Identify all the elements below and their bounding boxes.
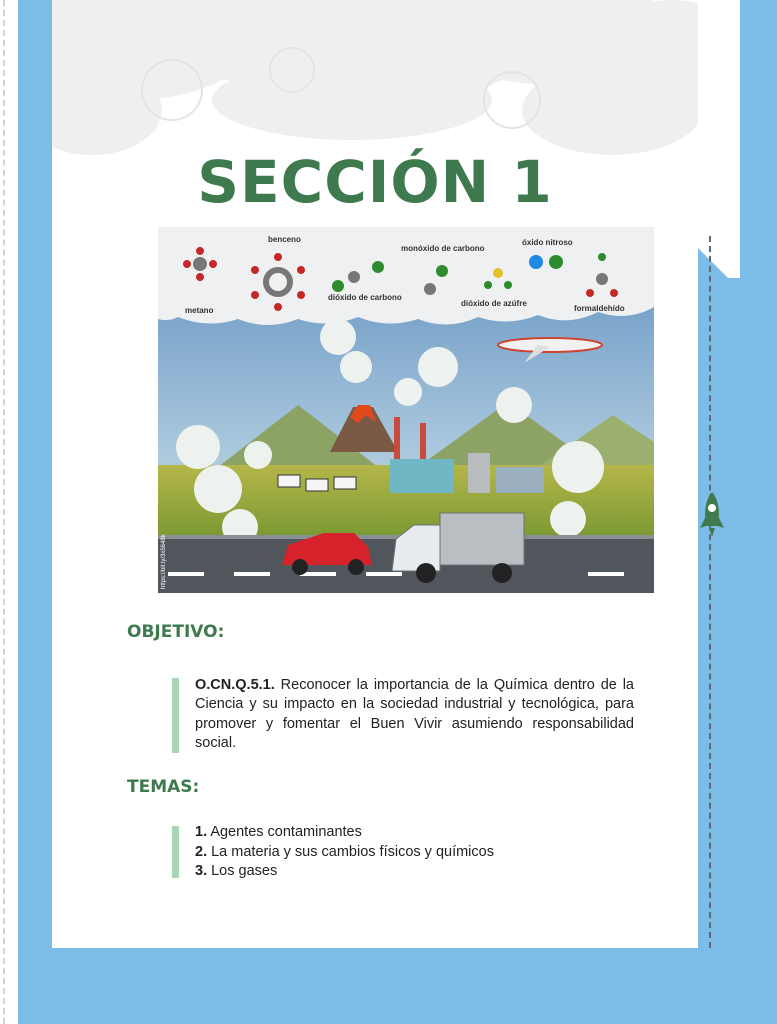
section-title: SECCIÓN 1 (197, 148, 553, 216)
label-metano: metano (185, 306, 214, 315)
label-oxido-nitroso: óxido nitroso (522, 238, 573, 247)
objective-body: Reconocer la importancia de la Química dentro de la Ciencia y su impacto en la sociedad industrial y tecnológica, para promover y fomentar el Buen Vivir asumiendo responsabilidad social. (195, 677, 634, 752)
objective-accent-bar (172, 678, 179, 753)
image-credit: https://bit.ly/3x5648k (161, 534, 167, 589)
label-formaldehido: formaldehído (574, 304, 625, 313)
objective-heading: OBJETIVO: (127, 622, 225, 642)
topic-number: 1. (195, 824, 208, 840)
label-dioxido-carbono: dióxido de carbono (328, 293, 402, 302)
list-item (195, 843, 494, 863)
pollution-illustration (158, 227, 654, 593)
objective-text (195, 676, 634, 754)
topics-heading: TEMAS: (127, 777, 200, 797)
topic-label: Agentes contaminantes (207, 824, 362, 840)
rocket-icon (697, 490, 727, 540)
list-item (195, 823, 494, 843)
objective-code: O.CN.Q.5.1. (195, 677, 275, 693)
topics-accent-bar (172, 826, 179, 878)
label-dioxido-azufre: dióxido de azúfre (461, 299, 527, 308)
list-item (195, 862, 494, 882)
topics-list (195, 823, 494, 882)
label-benceno: benceno (268, 235, 301, 244)
topic-number: 3. (195, 863, 208, 879)
topic-label: Los gases (207, 863, 278, 879)
side-tab (698, 0, 740, 948)
page-binding-edge (0, 0, 18, 1024)
topic-number: 2. (195, 843, 208, 860)
dotted-guide-line (709, 236, 711, 948)
label-monoxido: monóxido de carbono (401, 244, 485, 253)
topic-label: La materia y sus cambios físicos y químicos (207, 843, 494, 860)
